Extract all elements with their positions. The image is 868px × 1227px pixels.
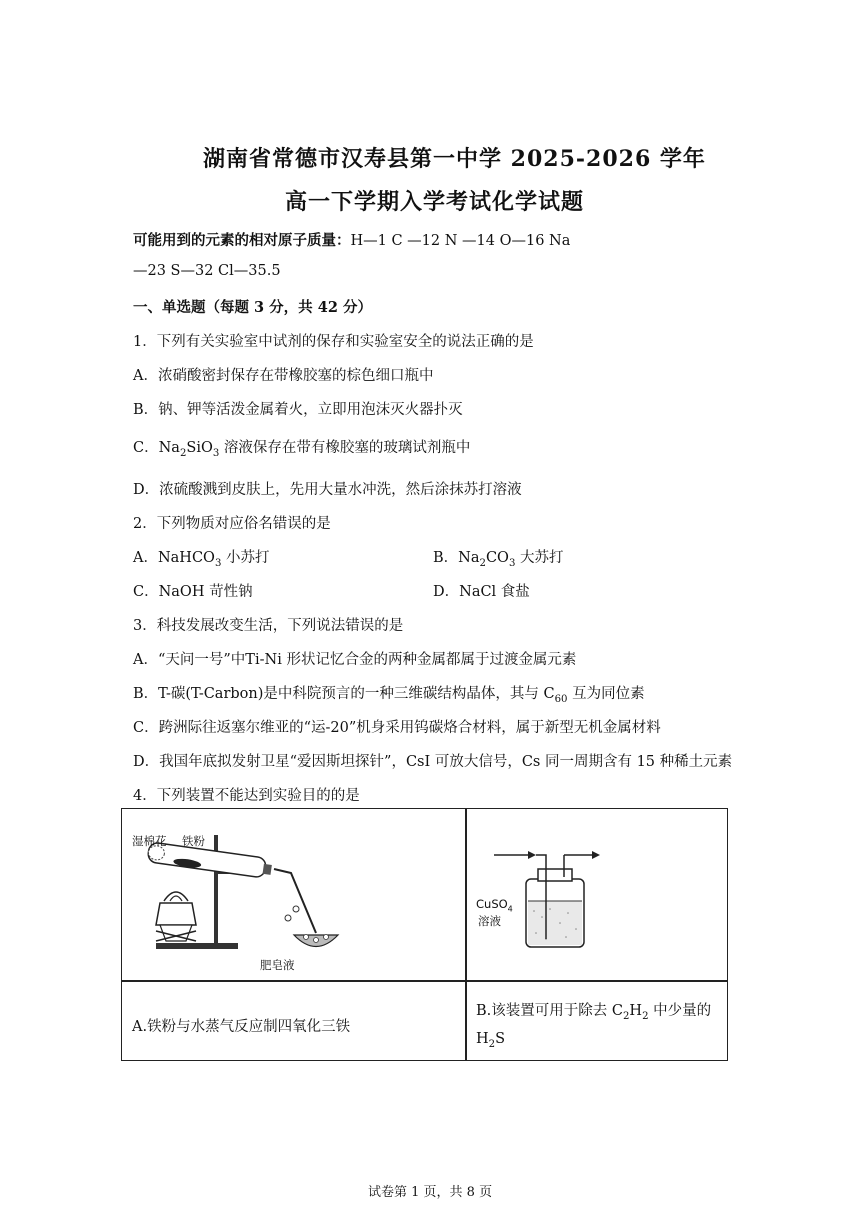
label-cuso4: CuSO$_4$	[476, 897, 513, 914]
q3-option-a: A．“天问一号”中Ti-Ni 形状记忆合金的两种金属都属于过渡金属元素	[133, 652, 577, 668]
page-footer: 试卷第 1 页，共 8 页	[368, 1185, 493, 1200]
section-heading: 一、单选题（每题 3 分，共 42 分）	[133, 299, 372, 316]
q1-option-a: A．浓硝酸密封保存在带橡胶塞的棕色细口瓶中	[133, 368, 434, 384]
atomic-mass-line-2: —23 S—32 Cl—35.5	[133, 263, 281, 279]
delivery-tube	[274, 869, 316, 933]
atomic-mass-line-1	[133, 229, 570, 250]
q1-stem: 1．下列有关实验室中试剂的保存和实验室安全的说法正确的是	[133, 334, 534, 350]
q2-option-c: C．NaOH 苛性钠	[133, 584, 253, 600]
q2-option-d: D．NaCl 食盐	[433, 584, 530, 600]
stand-base	[156, 943, 238, 949]
q3-option-d: D．我国年底拟发射卫星“爱因斯坦探针”，CsI 可放大信号，Cs 同一周期含有 15 种稀土元素	[133, 754, 733, 770]
atomic-mass-values-1: H—1 C —12 N —14 O—16 Na	[350, 233, 571, 249]
label-wet-cotton: 湿棉花	[132, 834, 167, 848]
label-iron-powder: 铁粉	[182, 834, 205, 848]
q1-option-b: B．钠、钾等活泼金属着火，立即用泡沫灭火器扑灭	[133, 402, 463, 418]
atomic-mass-label: 可能用到的元素的相对原子质量：	[133, 232, 351, 249]
table-divider-horizontal	[122, 980, 727, 982]
q3-stem: 3．科技发展改变生活，下列说法错误的是	[133, 618, 404, 634]
burner-body	[156, 903, 196, 925]
q1-option-d: D．浓硫酸溅到皮肤上，先用大量水冲洗，然后涂抹苏打溶液	[133, 482, 522, 498]
q2-option-b: B．$Na_2CO_3$ 大苏打	[433, 550, 564, 569]
title-line-1: 湖南省常德市汉寿县第一中学 2025-2026 学年	[203, 146, 706, 172]
table-divider-vertical	[465, 809, 467, 1060]
q4-cell-b-line-2: $H_2S$	[476, 1031, 506, 1050]
q4-stem: 4．下列装置不能达到实验目的的是	[133, 788, 360, 804]
q3-option-c: C．跨洲际往返塞尔维亚的“运-20”机身采用钨碳烙合材料，属于新型无机金属材料	[133, 720, 661, 736]
figure-b-wash-bottle	[472, 813, 722, 973]
q2-stem: 2．下列物质对应俗名错误的是	[133, 516, 331, 532]
label-soap-solution: 肥皂液	[260, 958, 295, 972]
q1-option-c: C．$Na_2SiO_3$ 溶液保存在带有橡胶塞的玻璃试剂瓶中	[133, 440, 471, 459]
q4-cell-b-line-1: B.该装置可用于除去 $C_2H_2$ 中少量的	[476, 1003, 712, 1022]
figure-a-apparatus	[126, 813, 456, 973]
q2-option-a: A．NaHCO$_3$ 小苏打	[133, 550, 270, 569]
q4-cell-a: A.铁粉与水蒸气反应制四氧化三铁	[132, 1019, 351, 1035]
q4-table	[121, 808, 728, 1061]
title-line-2: 高一下学期入学考试化学试题	[285, 189, 585, 215]
q3-option-b: B．T-碳(T-Carbon)是中科院预言的一种三维碳结构晶体，其与 $C_{60}$ 互为同位素	[133, 686, 645, 705]
label-solution: 溶液	[478, 914, 501, 928]
